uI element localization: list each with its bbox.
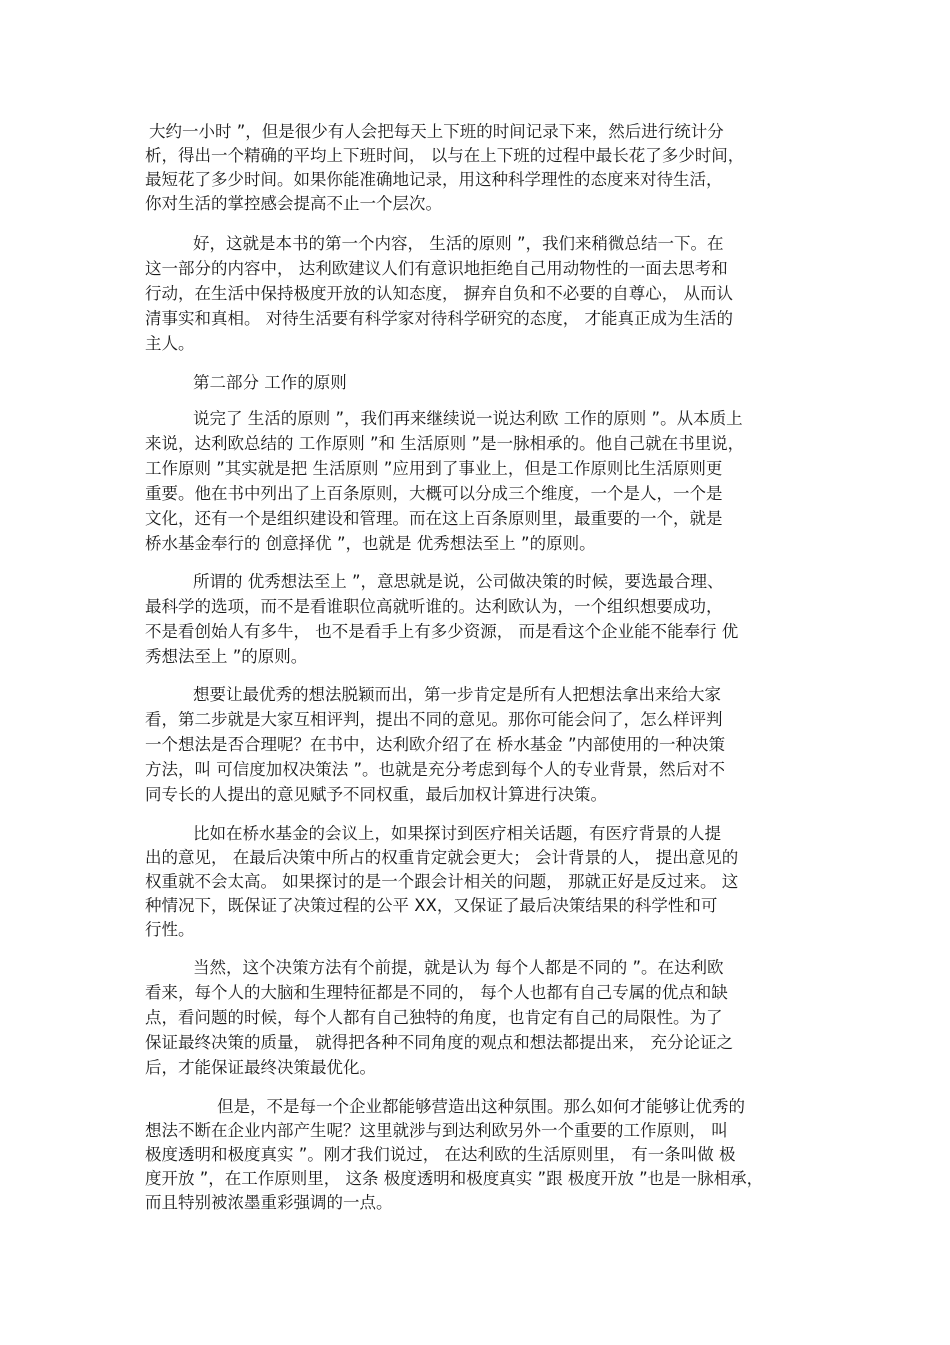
text-line: 看来，每个人的大脑和生理特征都是不同的， 每个人也都有自己专属的优点和缺 [145,983,728,1002]
text-line: 后，才能保证最终决策最优化。 [145,1058,376,1077]
text-line: 出的意见， 在最后决策中所占的权重肯定就会更大； 会计背景的人， 提出意见的 [145,848,739,867]
text-line: 方法，叫 可信度加权决策法 ”。也就是充分考虑到每个人的专业背景，然后对不 [145,760,726,779]
text-line: 最短花了多少时间。如果你能准确地记录，用这种科学理性的态度来对待生活， [145,170,723,189]
text-line: 这一部分的内容中， 达利欧建议人们有意识地拒绝自己用动物性的一面去思考和 [145,259,728,278]
text-line: 来说，达利欧总结的 工作原则 ”和 生活原则 ”是一脉相承的。他自己就在书里说， [145,434,745,453]
text-line: 度开放 ”，在工作原则里， 这条 极度透明和极度真实 ”跟 极度开放 ”也是一脉相承， [145,1169,764,1188]
text-line: 行性。 [145,920,195,939]
text-line: 同专长的人提出的意见赋予不同权重，最后加权计算进行决策。 [145,785,607,804]
text-line: 好，这就是本书的第一个内容， 生活的原则 ”，我们来稍微总结一下。在 [193,234,724,253]
text-line: 秀想法至上 ”的原则。 [145,647,308,666]
text-line: 清事实和真相。 对待生活要有科学家对待科学研究的态度， 才能真正成为生活的 [145,309,733,328]
text-line: 行动，在生活中保持极度开放的认知态度， 摒弃自负和不必要的自尊心， 从而认 [145,284,733,303]
text-line: 种情况下，既保证了决策过程的公平 XX，又保证了最后决策结果的科学性和可 [145,896,718,915]
text-line: 工作原则 ”其实就是把 生活原则 ”应用到了事业上，但是工作原则比生活原则更 [145,459,723,478]
section-title: 第二部分 工作的原则 [193,373,347,392]
text-line: 你对生活的掌控感会提高不止一个层次。 [145,194,442,213]
text-line: 想要让最优秀的想法脱颖而出，第一步肯定是所有人把想法拿出来给大家 [193,685,721,704]
text-line: 而且特别被浓墨重彩强调的一点。 [145,1193,393,1212]
text-line: 不是看创始人有多牛， 也不是看手上有多少资源， 而是看这个企业能不能奉行 优 [145,622,739,641]
text-line: 权重就不会太高。 如果探讨的是一个跟会计相关的问题， 那就正好是反过来。 这 [145,872,739,891]
text-line: 析，得出一个精确的平均上下班时间， 以与在上下班的过程中最长花了多少时间， [145,146,745,165]
text-line: 所谓的 优秀想法至上 ”，意思就是说，公司做决策的时候，要选最合理、 [193,572,724,591]
text-line: 极度透明和极度真实 ”。刚才我们说过， 在达利欧的生活原则里， 有一条叫做 极 [145,1145,736,1164]
text-line: 但是，不是每一个企业都能够营造出这种氛围。那么如何才能够让优秀的 [217,1097,745,1116]
text-line: 主人。 [145,334,195,353]
text-line: 一个想法是否合理呢？在书中，达利欧介绍了在 桥水基金 ”内部使用的一种决策 [145,735,726,754]
text-line: 当然，这个决策方法有个前提，就是认为 每个人都是不同的 ”。在达利欧 [193,958,724,977]
text-line: 看，第二步就是大家互相评判，提出不同的意见。那你可能会问了，怎么样评判 [145,710,723,729]
text-line: 桥水基金奉行的 创意择优 ”，也就是 优秀想法至上 ”的原则。 [145,534,596,553]
text-line: 比如在桥水基金的会议上，如果探讨到医疗相关话题，有医疗背景的人提 [193,824,721,843]
text-line: 点，看问题的时候，每个人都有自己独特的角度，也肯定有自己的局限性。为了 [145,1008,723,1027]
text-line: 想法不断在企业内部产生呢？这里就涉与到达利欧另外一个重要的工作原则， 叫 [145,1121,728,1140]
text-line: 保证最终决策的质量， 就得把各种不同角度的观点和想法都提出来， 充分论证之 [145,1033,733,1052]
text-line: 大约一小时 ”，但是很少有人会把每天上下班的时间记录下来，然后进行统计分 [149,122,724,141]
text-line: 重要。他在书中列出了上百条原则，大概可以分成三个维度，一个是人，一个是 [145,484,723,503]
text-line: 最科学的选项，而不是看谁职位高就听谁的。达利欧认为，一个组织想要成功， [145,597,723,616]
text-line: 说完了 生活的原则 ”，我们再来继续说一说达利欧 工作的原则 ”。从本质上 [193,409,743,428]
text-line: 文化，还有一个是组织建设和管理。而在这上百条原则里，最重要的一个，就是 [145,509,723,528]
